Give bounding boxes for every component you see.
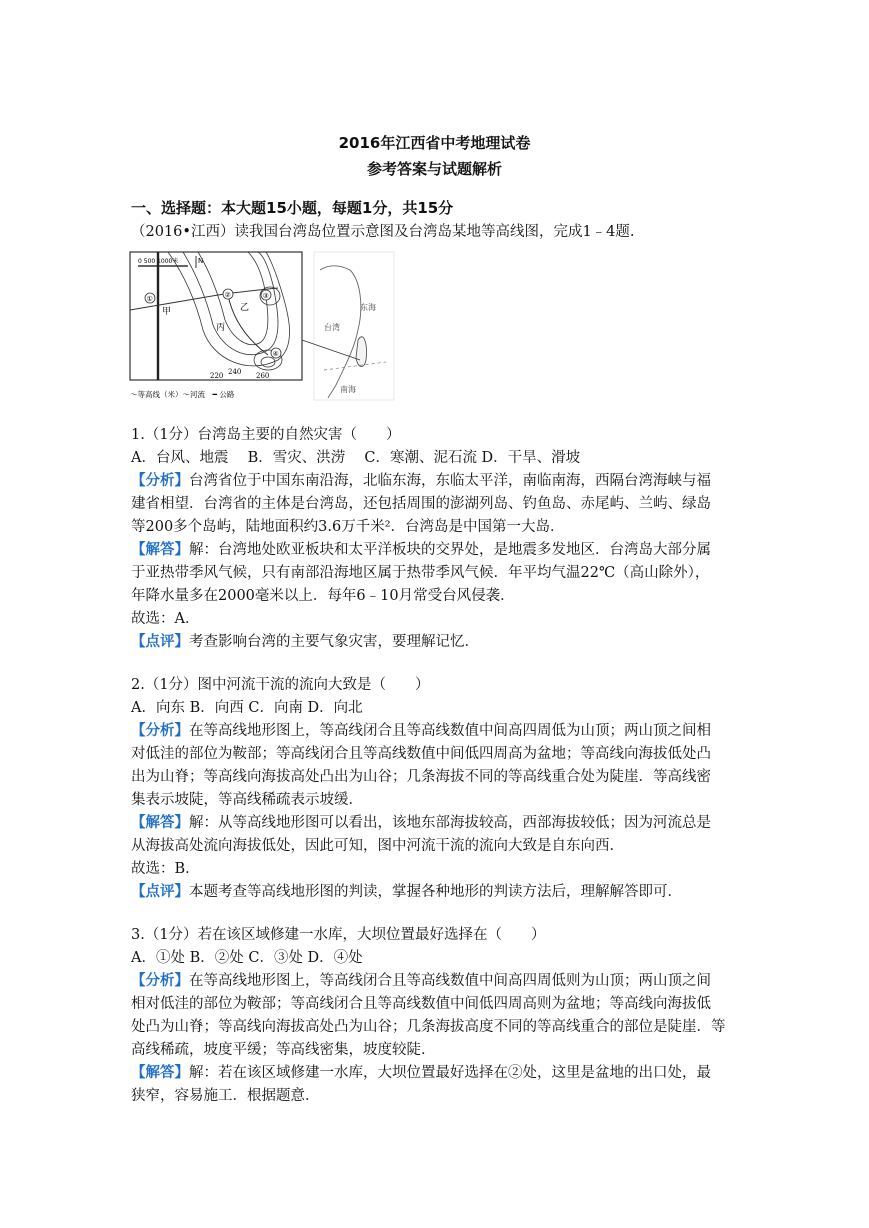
analysis-tag: 【分析】 bbox=[131, 972, 189, 989]
section-heading: 一、选择题：本大题15小题，每题1分，共15分 bbox=[131, 199, 454, 217]
contour-and-location-figure bbox=[128, 250, 395, 402]
comment-tag: 【点评】 bbox=[131, 883, 189, 900]
question-2-analysis-line-2: 对低洼的部位为鞍部；等高线闭合且等高线数值中间低四周高为盆地；等高线向海拔低处凸 bbox=[131, 746, 711, 762]
answer-tag: 【解答】 bbox=[131, 814, 189, 831]
answer-tag: 【解答】 bbox=[131, 1064, 189, 1081]
place-label-jia: 甲 bbox=[162, 307, 172, 317]
marker-2: ② bbox=[224, 291, 231, 299]
contour-map bbox=[130, 252, 302, 399]
contour-label-240: 240 bbox=[228, 368, 242, 376]
answer-tag: 【解答】 bbox=[131, 541, 189, 558]
place-label-bing: 丙 bbox=[216, 323, 226, 333]
comment-tag: 【点评】 bbox=[131, 633, 189, 650]
question-2-answer-line-1: 【解答】解：从等高线地形图可以看出，该地东部海拔较高，西部海拔较低；因为河流总是 bbox=[131, 814, 711, 831]
question-2-answer-line-2: 从海拔高处流向海拔低处，因此可知，图中河流干流的流向大致是自东向西． bbox=[131, 838, 624, 854]
place-label-yi: 乙 bbox=[240, 303, 250, 313]
question-1-comment: 【点评】考查影响台湾的主要气象灾害，要理解记忆． bbox=[131, 633, 479, 650]
question-2-analysis-line-4: 集表示坡陡，等高线稀疏表示坡缓． bbox=[131, 792, 363, 808]
question-2-comment: 【点评】本题考查等高线地形图的判读，掌握各种地形的判读方法后，理解解答即可． bbox=[131, 883, 682, 900]
analysis-tag: 【分析】 bbox=[131, 722, 189, 739]
question-1-choice: 故选：A． bbox=[131, 611, 200, 627]
question-group-intro: （2016•江西）读我国台湾岛位置示意图及台湾岛某地等高线图，完成1﹣4题. bbox=[131, 224, 635, 240]
north-arrow-label: N bbox=[198, 257, 204, 265]
contour-label-220: 220 bbox=[210, 372, 224, 380]
map-legend: 〜等高线（米）〜河流 ━ 公路 bbox=[130, 390, 235, 399]
marker-3: ③ bbox=[262, 292, 269, 300]
question-3-stem: 3.（1分）若在该区域修建一水库，大坝位置最好选择在（ ） bbox=[131, 927, 546, 943]
analysis-tag: 【分析】 bbox=[131, 472, 189, 489]
question-1-answer-line-3: 年降水量多在2000毫米以上．每年6﹣10月常受台风侵袭． bbox=[131, 588, 515, 604]
marker-1: ① bbox=[146, 295, 153, 303]
question-1-answer-line-2: 于亚热带季风气候，只有南部沿海地区属于热带季风气候．年平均气温22℃（高山除外）， bbox=[131, 565, 710, 581]
document-subtitle: 参考答案与试题解析 bbox=[366, 160, 502, 178]
question-1-analysis-line-1: 【分析】台湾省位于中国东南沿海，北临东海，东临太平洋，南临南海，西隔台湾海峡与福 bbox=[131, 472, 711, 489]
location-label-east-sea: 东海 bbox=[360, 303, 376, 312]
question-3-analysis-line-4: 高线稀疏，坡度平缓；等高线密集，坡度较陡． bbox=[131, 1042, 436, 1058]
question-2-analysis-line-3: 出为山脊；等高线向海拔高处凸出为山谷；几条海拔不同的等高线重合处为陡崖．等高线密 bbox=[131, 769, 711, 785]
question-1-analysis-line-3: 等200多个岛屿，陆地面积约3.6万千米²．台湾岛是中国第一大岛． bbox=[131, 519, 565, 535]
question-3-analysis-line-3: 处凸为山脊；等高线向海拔高处凸为山谷；几条海拔高度不同的等高线重合的部位是陡崖．等 bbox=[131, 1019, 726, 1035]
question-1-stem: 1.（1分）台湾岛主要的自然灾害（ ） bbox=[131, 427, 401, 443]
question-3-options: A．①处 B．②处 C．③处 D．④处 bbox=[131, 950, 363, 966]
question-2-choice: 故选：B． bbox=[131, 861, 200, 877]
question-2-options: A．向东 B．向西 C．向南 D．向北 bbox=[131, 700, 363, 716]
location-label-taiwan: 台湾 bbox=[324, 323, 340, 332]
scale-label: 0 500 1000米 bbox=[138, 258, 179, 265]
question-3-answer-line-2: 狭窄，容易施工．根据题意． bbox=[131, 1088, 320, 1104]
contour-label-260: 260 bbox=[256, 372, 270, 380]
question-1-options: A．台风、地震 B．雪灾、洪涝 C．寒潮、泥石流 D．干旱、滑坡 bbox=[131, 450, 581, 466]
question-3-analysis-line-1: 【分析】在等高线地形图上，等高线闭合且等高线数值中间高四周低则为山顶；两山顶之间 bbox=[131, 972, 711, 989]
marker-4: ④ bbox=[272, 350, 279, 358]
location-label-south-sea: 南海 bbox=[340, 385, 356, 394]
question-1-analysis-line-2: 建省相望．台湾省的主体是台湾岛，还包括周围的澎湖列岛、钓鱼岛、赤尾屿、兰屿、绿岛 bbox=[131, 496, 711, 512]
document-title: 2016年江西省中考地理试卷 bbox=[338, 134, 531, 152]
question-1-answer-line-1: 【解答】解：台湾地处欧亚板块和太平洋板块的交界处，是地震多发地区．台湾岛大部分属 bbox=[131, 541, 711, 558]
question-3-answer-line-1: 【解答】解：若在该区域修建一水库，大坝位置最好选择在②处，这里是盆地的出口处，最 bbox=[131, 1064, 711, 1081]
question-2-stem: 2.（1分）图中河流干流的流向大致是（ ） bbox=[131, 677, 430, 693]
taiwan-location-map bbox=[302, 252, 394, 400]
question-2-analysis-line-1: 【分析】在等高线地形图上，等高线闭合且等高线数值中间高四周低为山顶；两山顶之间相 bbox=[131, 722, 711, 739]
question-3-analysis-line-2: 相对低洼的部位为鞍部；等高线闭合且等高线数值中间低四周高则为盆地；等高线向海拔低 bbox=[131, 996, 711, 1012]
